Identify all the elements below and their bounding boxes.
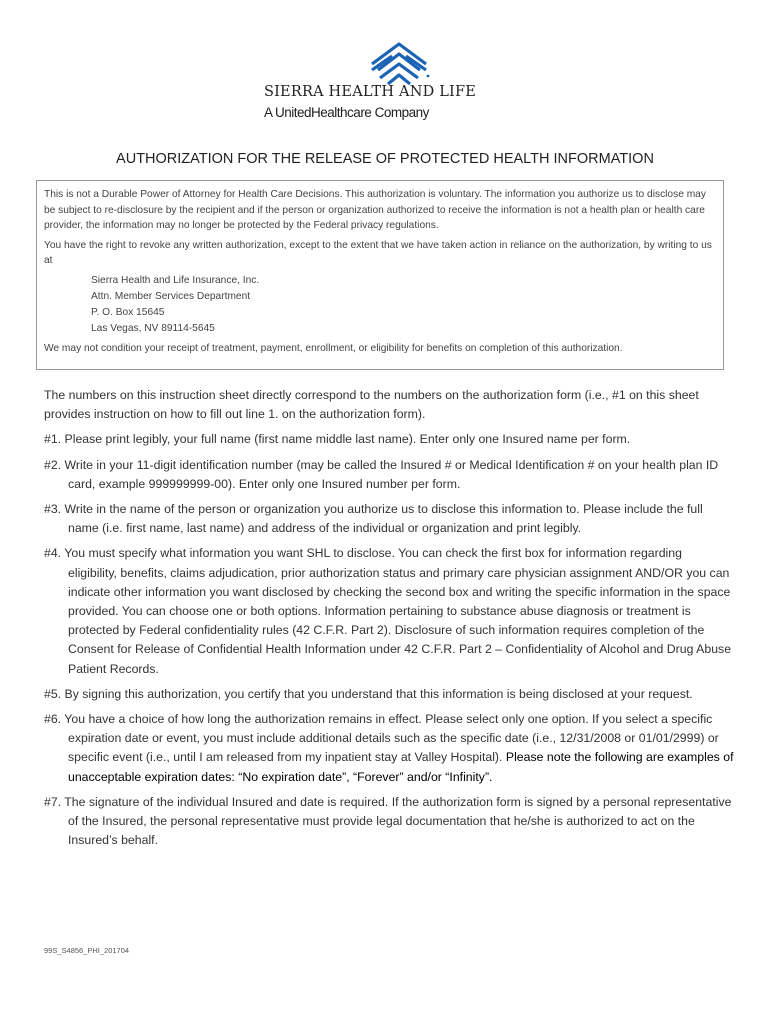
address-line: P. O. Box 15645 — [91, 306, 165, 318]
instruction-item-6-note: Please note the following are examples of unacceptable expiration dates: “No expiration date”, “Forever” and/or “Infinity”. — [68, 750, 734, 784]
instructions-intro: The numbers on this instruction sheet directly correspond to the numbers on the authorization form (i.e., #1 on this sheet provides instruction on how to fill out line 1. on the authorization form). — [44, 388, 699, 422]
address-line: Attn. Member Services Department — [91, 290, 251, 302]
address-line: Las Vegas, NV 89114-5645 — [91, 322, 215, 334]
instruction-item-1: #1. Please print legibly, your full name (first name middle last name). Enter only one Insured name per form. — [44, 432, 631, 447]
instructions — [44, 386, 734, 856]
notice-paragraph: You have the right to revoke any written authorization, except to the extent that we have taken action in reliance on the authorization, by writing to us at — [44, 239, 712, 267]
instruction-item-2: #2. Write in your 11-digit identification number (may be called the Insured # or Medical Identification # on your health plan ID card, example 999999999-00). Enter only one Insured number per form. — [44, 457, 719, 491]
notice-paragraph: This is not a Durable Power of Attorney for Health Care Decisions. This authorization is voluntary. The information you authorize us to disclose may be subject to re-disclosure by the recipient and if the person or organization authorized to receive the information is not a health plan or health care provider, the information may no longer be protected by the Federal privacy regulations. — [44, 189, 706, 232]
instruction-item-4: #4. You must specify what information you want SHL to disclose. You can check the first box for information regarding eligibility, benefits, claims adjudication, prior authorization status and primary care physician assignment AND/OR you can indicate other information you want disclosed by checking the second box and writing the specific information in the space provided. You can choose one or both options. Information pertaining to substance abuse diagnosis or treatment is protected by Federal confidentiality rules (42 C.F.R. Part 2). Disclosure of such information requires completion of the Consent for Release of Confidential Health Information under 42 C.F.R. Part 2 – Confidentiality of Alcohol and Drug Abuse Patient Records. — [44, 546, 732, 676]
instruction-item-5: #5. By signing this authorization, you certify that you understand that this information is being disclosed at your request. — [44, 686, 693, 701]
notice-box — [36, 180, 724, 370]
address-line: Sierra Health and Life Insurance, Inc. — [91, 274, 260, 286]
unitedhealthcare-logo-icon — [366, 40, 432, 86]
instruction-item-7: #7. The signature of the individual Insured and date is required. If the authorization form is signed by a personal representative of the Insured, the personal representative must provide legal documentation that he/she is authorized to act on the Insured’s behalf. — [44, 794, 732, 848]
document-title: AUTHORIZATION FOR THE RELEASE OF PROTECTED HEALTH INFORMATION — [116, 151, 654, 167]
company-subtitle: A UnitedHealthcare Company — [264, 105, 429, 120]
form-code: 99S_S4856_PHI_201704 — [44, 946, 130, 955]
notice-paragraph: We may not condition your receipt of treatment, payment, enrollment, or eligibility for benefits on completion of this authorization. — [44, 342, 623, 354]
instruction-item-3: #3. Write in the name of the person or organization you authorize us to disclose this information to. Please include the full name (i.e. first name, last name) and address of the individual or organization and print legibly. — [44, 502, 703, 536]
mailing-address — [91, 273, 716, 337]
instruction-item-6-text: #6. You have a choice of how long the authorization remains in effect. Please select only one option. If you select a specific expiration date or event, you must include additional details such as the specific date (i.e., 12/31/2008 or 01/01/2999) or specific event (i.e., until I am released from my inpatient stay at Valley Hospital). — [44, 712, 719, 765]
instruction-item-6 — [44, 710, 734, 787]
company-name: SIERRA HEALTH AND LIFE — [264, 84, 477, 100]
